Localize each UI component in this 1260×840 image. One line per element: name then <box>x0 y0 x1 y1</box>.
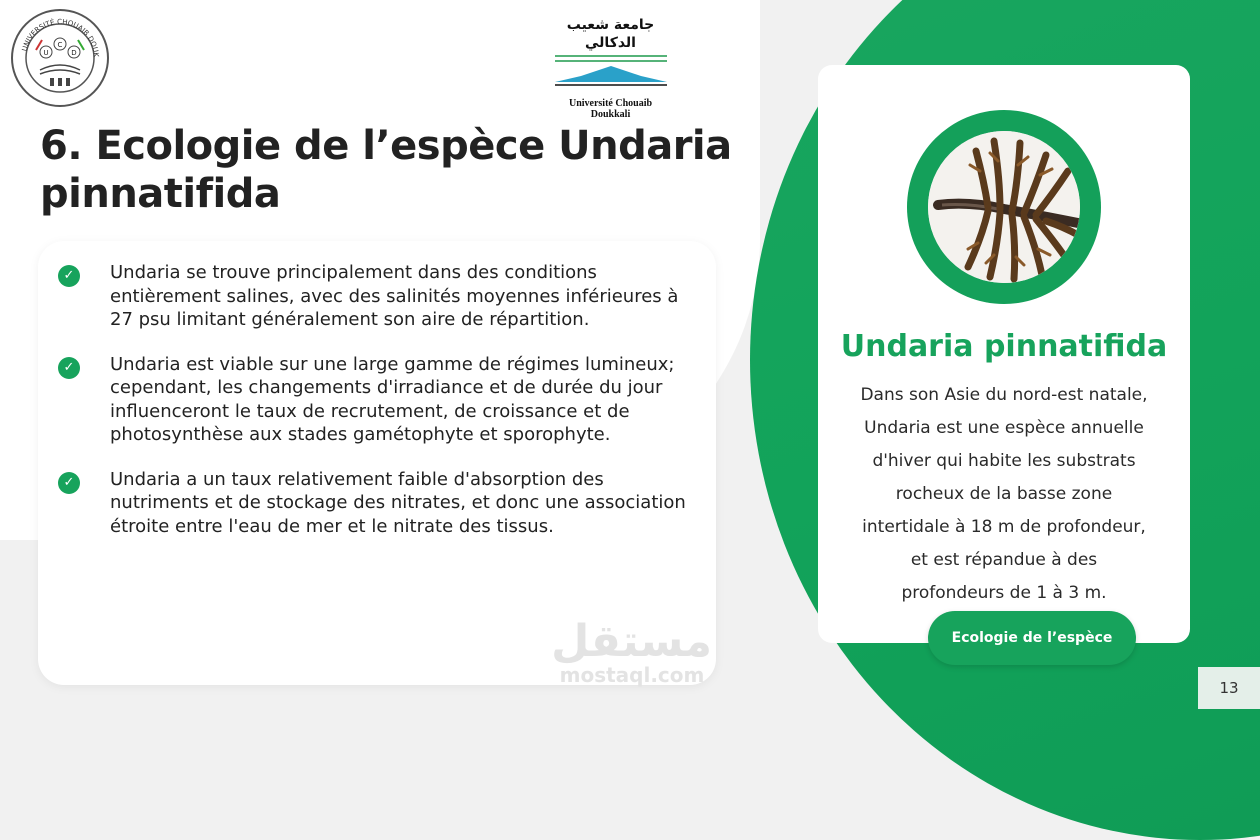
page-title: 6. Ecologie de l’espèce Undaria pinnatifida <box>40 123 732 217</box>
bullet-text: Undaria a un taux relativement faible d'absorption des nutriments et de stockage des nitrates, et donc une association étroite entre l'eau de mer et le nitrate des tissus. <box>110 468 686 537</box>
species-card <box>818 65 1190 643</box>
check-circle-icon: ✓ <box>58 265 80 287</box>
svg-text:U: U <box>43 49 49 57</box>
check-circle-icon: ✓ <box>58 357 80 379</box>
species-image-frame <box>907 110 1101 304</box>
list-item <box>38 261 716 332</box>
watermark <box>551 616 712 687</box>
svg-text:C: C <box>57 41 63 49</box>
list-item <box>38 353 716 447</box>
section-tag-button[interactable]: Ecologie de l’espèce <box>928 611 1136 665</box>
check-circle-icon: ✓ <box>58 472 80 494</box>
university-name-arabic: جامعة شعيب الدكالي <box>566 17 655 51</box>
bullet-list <box>38 261 716 559</box>
watermark-latin: mostaql.com <box>559 663 705 687</box>
seaweed-image <box>928 131 1080 283</box>
university-emblem-lines <box>551 52 671 92</box>
species-name: Undaria pinnatifida <box>840 329 1168 364</box>
list-item <box>38 468 716 539</box>
page-number-box <box>1198 667 1260 709</box>
page-number: 13 <box>1219 679 1239 697</box>
university-seal-logo <box>10 8 110 108</box>
bullet-text: Undaria est viable sur une large gamme de régimes lumineux; cependant, les changements d'irradiance et de durée du jour influenceront le taux de recrutement, de croissance et de photosynthèse aux stades gamétophyte et sporophyte. <box>110 353 675 445</box>
svg-text:D: D <box>71 49 77 57</box>
university-name-french: Université Chouaib Doukkali <box>568 98 653 120</box>
svg-text:UNIVERSITÉ CHOUAIB DOUKKALI: UNIVERSITÉ CHOUAIB DOUK <box>20 17 101 58</box>
watermark-arabic: مستقل <box>551 616 712 667</box>
bullet-text: Undaria se trouve principalement dans des conditions entièrement salines, avec des salinités moyennes inférieures à 27 psu limitant généralement son aire de répartition. <box>110 262 679 330</box>
university-logo <box>548 16 673 120</box>
species-description: Dans son Asie du nord-est natale, Undaria est une espèce annuelle d'hiver qui habite les substrats rocheux de la basse zone intertidale à 18 m de profondeur, et est répandue à des profondeurs de 1 à 3 m. <box>860 385 1148 603</box>
